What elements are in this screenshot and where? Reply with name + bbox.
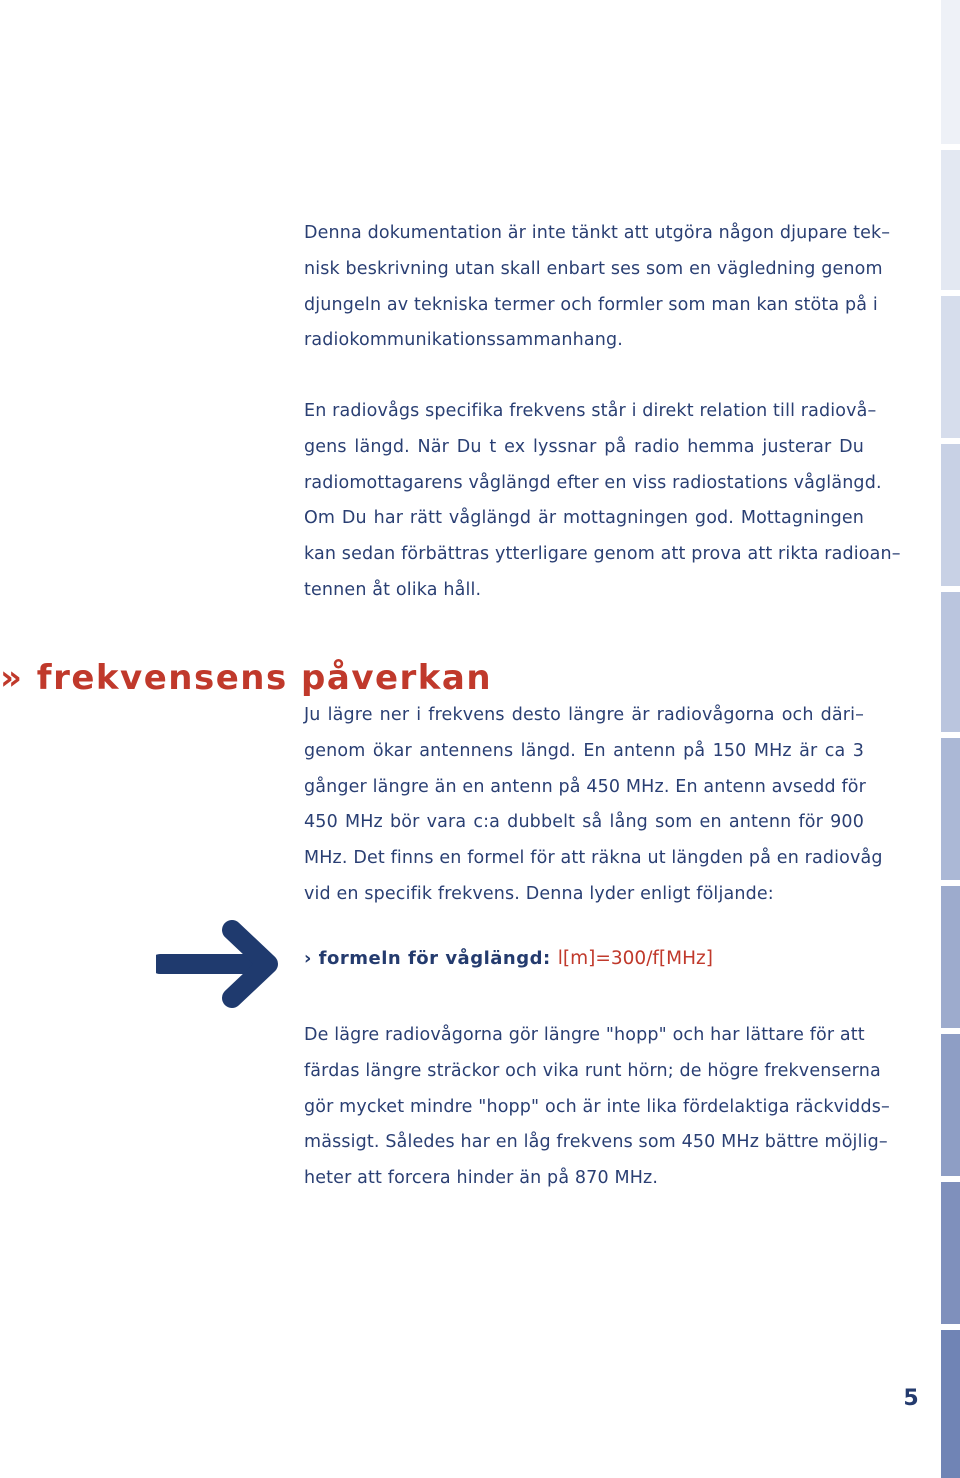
formula-value: l[m]=300/f[MHz] xyxy=(557,948,713,969)
conclusion-line: heter att forcera hinder än på 870 MHz. xyxy=(304,1168,659,1189)
side-tab xyxy=(941,296,960,438)
side-tab-strip xyxy=(939,0,960,1478)
side-tab xyxy=(941,1182,960,1324)
relation-line: kan sedan förbättras ytterligare genom att prova att rikta radioan– xyxy=(304,544,901,565)
intro-line: djungeln av tekniska termer och formler som man kan stöta på i xyxy=(304,294,878,315)
effect-line: 450 MHz bör vara c:a dubbelt så lång som en antenn för 900 xyxy=(304,812,864,833)
formula-row xyxy=(304,948,713,982)
conclusion-line: gör mycket mindre "hopp" och är inte lika fördelaktiga räckvidds– xyxy=(304,1096,890,1117)
formula-label: › formeln för våglängd: xyxy=(304,948,551,969)
page-number: 5 xyxy=(903,1386,919,1411)
frequency-effect-paragraph xyxy=(304,698,883,913)
effect-line: genom ökar antennens längd. En antenn på 150 MHz är ca 3 xyxy=(304,740,864,761)
relation-line: En radiovågs specifika frekvens står i direkt relation till radiovå– xyxy=(304,401,877,421)
side-tab xyxy=(941,886,960,1028)
side-tab xyxy=(941,738,960,880)
side-tab xyxy=(941,1330,960,1478)
effect-line: vid en specifik frekvens. Denna lyder enligt följande: xyxy=(304,883,774,904)
conclusion-line: färdas längre sträckor och vika runt hörn; de högre frekvenserna xyxy=(304,1060,881,1081)
side-tab xyxy=(941,0,960,144)
intro-line: nisk beskrivning utan skall enbart ses som en vägledning genom xyxy=(304,258,883,279)
intro-line: Denna dokumentation är inte tänkt att utgöra någon djupare tek– xyxy=(304,223,891,243)
relation-line: radiomottagarens våglängd efter en viss radiostations våglängd. xyxy=(304,472,882,493)
conclusion-line: mässigt. Således har en låg frekvens som 450 MHz bättre möjlig– xyxy=(304,1132,888,1153)
arrow-right-icon xyxy=(156,918,284,1010)
conclusion-paragraph xyxy=(304,1018,890,1197)
relation-paragraph xyxy=(304,394,901,609)
relation-line: Om Du har rätt våglängd är mottagningen god. Mottagningen xyxy=(304,508,864,529)
relation-line: gens längd. När Du t ex lyssnar på radio hemma justerar Du xyxy=(304,436,864,457)
relation-line: tennen åt olika håll. xyxy=(304,579,482,600)
side-tab xyxy=(941,1034,960,1176)
side-tab xyxy=(941,592,960,732)
side-tab xyxy=(941,444,960,586)
section-heading: » frekvensens påverkan xyxy=(0,658,493,698)
intro-paragraph xyxy=(304,216,891,359)
intro-line: radiokommunikationssammanhang. xyxy=(304,330,623,351)
effect-line: gånger längre än en antenn på 450 MHz. En antenn avsedd för xyxy=(304,776,866,797)
effect-line: Ju lägre ner i frekvens desto längre är radiovågorna och däri– xyxy=(304,705,864,725)
conclusion-line: De lägre radiovågorna gör längre "hopp" och har lättare för att xyxy=(304,1025,865,1045)
effect-line: MHz. Det finns en formel för att räkna ut längden på en radiovåg xyxy=(304,848,883,869)
side-tab xyxy=(941,150,960,290)
